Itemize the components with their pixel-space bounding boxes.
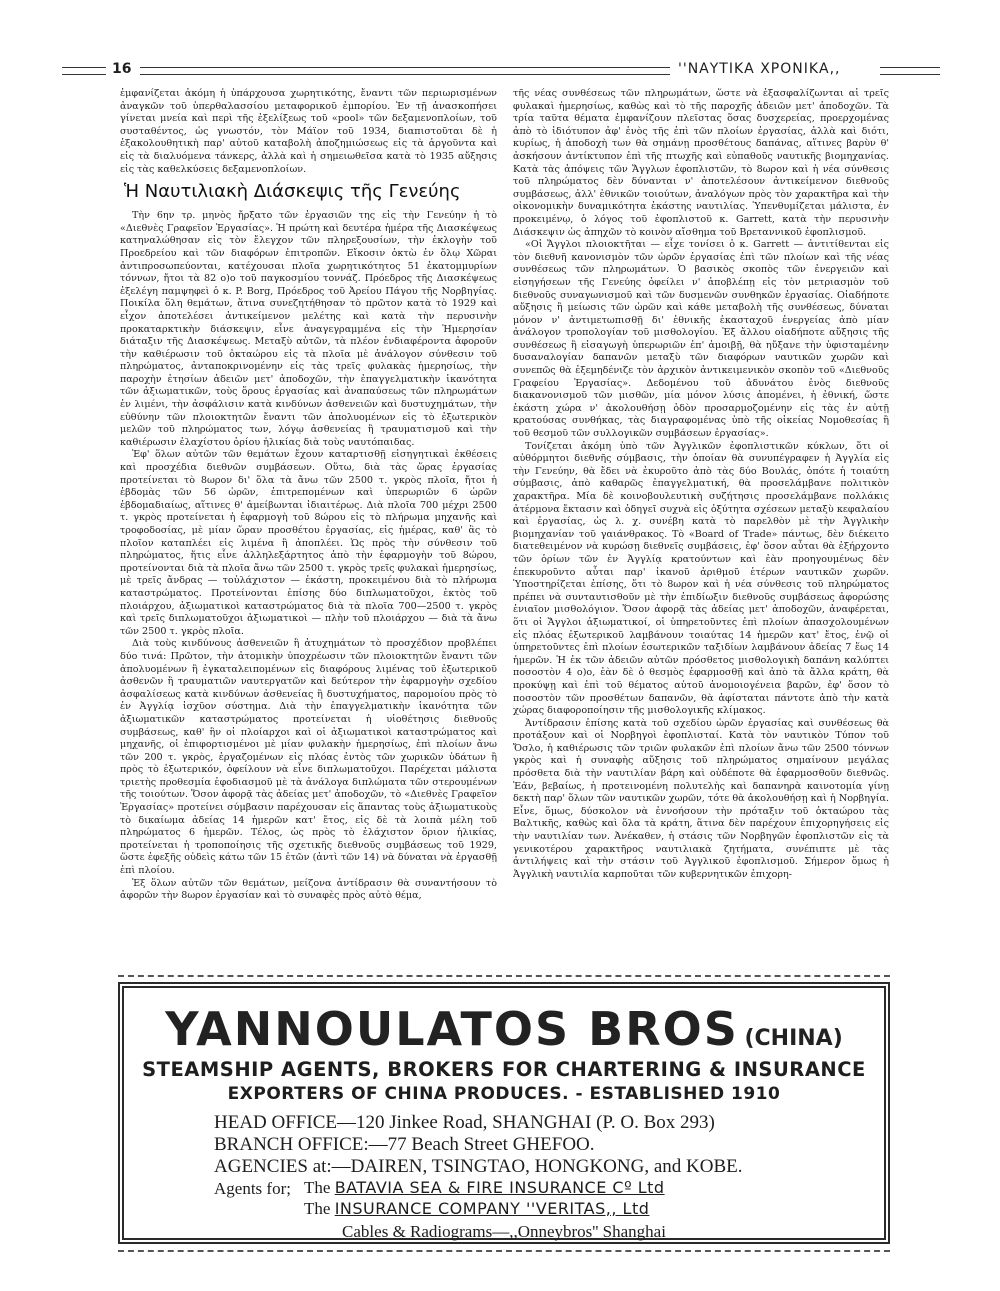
ad-head-office: HEAD OFFICE—120 Jinkee Road, SHANGHAI (P. O. Box 293) (214, 1112, 715, 1133)
running-title: ''ΝΑΥΤΙΚΑ ΧΡΟΝΙΚΑ,, (674, 61, 845, 77)
ad-cables: Cables & Radiograms—,,Onneybros'' Shanghai (342, 1222, 666, 1241)
ad-agent-1-article: The (304, 1178, 331, 1197)
ad-agents-for: Agents for; (214, 1179, 291, 1198)
ad-agencies: AGENCIES at:—DAIREN, TSINGTAO, HONGKONG, and KOBE. (214, 1156, 743, 1177)
page-header (62, 61, 940, 78)
page-number: 16 (108, 61, 135, 77)
paragraph: Τονίζεται ἀκόμη ὑπὸ τῶν Ἀγγλικῶν ἐφοπλιστικῶν κύκλων, ὅτι οἱ αὐθόρμητοι διεθνῆς σύμβασις, τὴν ὁποίαν θὰ συνυπέγραφεν ἡ Ἀγγλία εἰς τὴν Γενεύην, θὰ ἔδει νὰ ἐκυροῦτο ἀπὸ τὰς δύο Βουλάς, ὁπότε ἡ τοιαύτη σύμβασις, ἀπὸ καθαρῶς ἐπαγγελματική, θὰ προσελάμβανε πολιτικὸν χαρακτῆρα. Μία δὲ κοινοβουλευτικὴ συζήτησις προσελάμβανε πολλάκις ἀτέρμονα ἔκτασιν καὶ ὁδηγεῖ συχνὰ εἰς ὀξύτητα σχέσεων μεταξὺ κεφαλαίου καὶ ἐργασίας, ὡς λ. χ. συνέβη κατὰ τὸ παρελθὸν μὲ τὴν Ἀγγλικὴν βιομηχανίαν τοῦ γαιάνθρακος. Τὸ «Board of Trade» πάντως, δὲν διέκειτο διατεθειμένον νὰ κυρώσῃ διεθνεῖς συμβάσεις, ἐφ' ὅσον αὗται θὰ ἐξήρχοντο τῶν ὁρίων τῶν ἐν Ἀγγλίᾳ κρατούντων καὶ ἐὰν προηγουμένως δὲν ἐπεκυροῦντο αὗται παρ' ἱκανοῦ ἀριθμοῦ ἑτέρων ναυτικῶν χωρῶν. Ὑποστηρίζεται ἐπίσης, ὅτι τὸ 8ωρον καὶ ἡ νέα σύνθεσις τοῦ πληρώματος πρέπει νὰ συνταυτισθοῦν μὲ τὴν ἐπιδίωξιν διεθνοῦς συμβάσεως ἀφορώσης ἑνιαῖον μισθολόγιον. Ὅσον ἀφορᾷ τὰς ἀδείας μετ' ἀποδοχῶν, ἀναφέρεται, ὅτι οἱ Ἄγγλοι ἀξιωματικοί, οἱ ὑπηρετοῦντες ἐπὶ πλοίων ἀπασχολουμένων εἰς πλόας ἐξωτερικοῦ λαμβάνουν τοιαύτας 14 ἡμερῶν κατ' ἔτος, ἐνῷ οἱ ὑπηρετοῦντες ἐπὶ πλοίων ἐσωτερικῶν ταξιδίων λαμβάνουν ἀδείας 7 ἕως 14 ἡμερῶν. Ἡ ἐκ τῶν ἀδειῶν αὐτῶν πρόσθετος μισθολογικὴ δαπάνη καλύπτει ποσοστὸν 4 ο)ο, ἐὰν δὲ ὁ θεσμὸς ἐφαρμοσθῇ καὶ ἀπὸ τὰ ἄλλα κράτη, θὰ προκύψῃ καὶ ἐπὶ τοῦ θέματος αὐτοῦ ἀνομοιογένεια βαρῶν, ἐφ' ὅσον τὸ ποσοστὸν τῶν προσθέτων δαπανῶν, θὰ ἀφίσταται πάντοτε ἀπὸ τὴν κατὰ χώρας διαφοροποίησιν τῆς μισθολογικῆς κλίμακος. (513, 440, 889, 717)
ad-branch-office: BRANCH OFFICE:—77 Beach Street GHEFOO. (214, 1134, 595, 1155)
section-heading: Ἡ Ναυτιλιακὴ Διάσκεψις τῆς Γενεύης (124, 181, 461, 203)
paragraph: τῆς νέας συνθέσεως τῶν πληρωμάτων, ὥστε νὰ ἐξασφαλίζωνται αἱ τρεῖς φυλακαὶ ἡμερησίως, καθὼς καὶ τὸ τῆς παροχῆς ἀδειῶν μετ' ἀποδοχῶν. Τὰ τρία ταῦτα θέματα ἐμφανίζουν πλεῖστας ὅσας δυσχερείας, προερχομένας ἀπὸ τὸ ἰδιότυπον ἀφ' ἑνὸς τῆς ἐπὶ τῶν πλοίων ἐργασίας, ἀλλὰ καὶ διότι, κυρίως, ἡ ἀποδοχὴ των θὰ σημάνῃ προσθέτους δαπάνας, αἵτινες βαρὺν θ' ἀσκήσουν ἀντίκτυπον ἐπὶ τῆς πτωχῆς καὶ εὐπαθοῦς ναυτικῆς βιομηχανίας. Κατὰ τὰς ἀπόψεις τῶν Ἄγγλων ἐφοπλιστῶν, τὸ 8ωρον καὶ ἡ νέα σύνθεσις τοῦ πληρώματος δὲν δύνανται ν' ἀποτελέσουν ἀντικείμενον διεθνοῦς συμβάσεως, ἀλλ' ἐθνικῶν τοιούτων, ἀναλόγων πρὸς τὸν χαρακτῆρα καὶ τὴν οἰκονομικὴν δυναμικότητα ἑκάστης ναυτιλίας. Ὑπενθυμίζεται μάλιστα, ἐν προκειμένῳ, ὁ λόγος τοῦ ἐφοπλιστοῦ κ. Garrett, κατὰ τὴν περυσινὴν Διάσκεψιν ὡς ἀπηχῶν τὸ κοινὸν αἴσθημα τοῦ Βρεταννικοῦ ἐφοπλισμοῦ. (513, 88, 889, 238)
ad-agent-2 (304, 1199, 649, 1219)
paragraph: Διὰ τοὺς κινδύνους ἀσθενειῶν ἢ ἀτυχημάτων τὸ προσχέδιον προβλέπει δύο τινά: Πρῶτον, τὴν ἀτομικὴν ὑποχρέωσιν τῶν πλοιοκτητῶν ἔναντι τῶν ἀπολυομένων ἢ ἐγκαταλειπομένων εἰς διαφόρους λιμένας τοῦ ἐξωτερικοῦ ἀσθενῶν ἢ τραυματιῶν ναυτεργατῶν καὶ δεύτερον τὴν ἐφαρμογὴν σχεδίου ἀσφαλίσεως κατὰ κινδύνων ἀσθενείας ἢ δυστυχήματος, παρομοίου πρὸς τὸ ἐν Ἀγγλίᾳ ἰσχῦον σύστημα. Διὰ τὴν ἐπαγγελματικὴν ἱκανότητα τῶν ἀξιωματικῶν καταστρώματος προτείνεται ἡ υἱοθέτησις διεθνοῦς συμβάσεως, καθ' ἣν οἱ πλοίαρχοι καὶ οἱ ἀξιωματικοὶ καταστρώματος καὶ μηχανῆς, οἱ ἐπιφορτισμένοι μὲ μίαν φυλακὴν ἡμερησίως, ἐπὶ πλοίων ἄνω τῶν 200 τ. γκρὸς, ἐργαζομένων εἰς πλόας ἐντὸς τῶν χωρικῶν ὑδάτων ἢ πρὸς τὸ ἐξωτερικόν, ὀφείλουν νὰ εἶνε διπλωματοῦχοι. Παρέχεται μάλιστα τριετὴς προθεσμία ἐφοδιασμοῦ μὲ τὰ ἀνάλογα διπλώματα τῶν στερουμένων τῆς τοιούτων. Ὅσον ἀφορᾷ τὰς ἀδείας μετ' ἀποδοχῶν, τὸ «Διεθνὲς Γραφεῖον Ἐργασίας» προτείνει σύμβασιν παρέχουσαν εἰς ἅπαντας τοὺς ἀξιωματικοὺς τὸ δικαίωμα ἀδείας 14 ἡμερῶν κατ' ἔτος, εἰς δὲ τὰ λοιπὰ μέλη τοῦ πληρώματος 6 ἡμερῶν. Τέλος, ὡς πρὸς τὸ ἐλάχιστον ὅριον ἡλικίας, προτείνεται ἡ τροποποίησις τῆς σχετικῆς διεθνοῦς συμβάσεως τοῦ 1929, ὥστε ἐφεξῆς οὐδεὶς κάτω τῶν 15 ἐτῶν (ἀντὶ τῶν 14) νὰ δύναται νὰ ἐργασθῇ ἐπὶ πλοίου. (120, 638, 497, 877)
paragraph: Τὴν 6ην τρ. μηνὸς ἤρξατο τῶν ἐργασιῶν της εἰς τὴν Γενεύην ἡ τὸ «Διεθνὲς Γραφεῖον Ἐργασίας». Ἡ πρώτη καὶ δευτέρα ἡμέρα τῆς Διασκέψεως κατηναλώθησαν εἰς τὸν ἔλεγχον τῶν πληρεξουσίων, τὴν ἐκλογὴν τοῦ Προεδρείου καὶ τῶν διαφόρων ἐπιτροπῶν. Εἴκοσιν ὀκτὼ ἐν ὅλῳ Χῶραι ἀντιπροσωπεύονται, κατέχουσαι πλοῖα χωρητικότητος 51 ἑκατομμυρίων τόννων, ἤτοι τὰ 82 ο)ο τοῦ παγκοσμίου τοννάζ. Πρόεδρος τῆς Διασκέψεως ἐξελέγη παμψηφεὶ ὁ κ. P. Borg, Πρόεδρος τοῦ Ἀρείου Πάγου τῆς Νορβηγίας. Ποικίλα ὅλη θεμάτων, ἅτινα συνεζητήθησαν τὸ πρῶτον κατὰ τὸ 1929 καὶ εἶχον ἀποτελέσει ἀντικείμενον μελέτης καὶ κατὰ τὴν περυσινὴν προκαταρκτικὴν διάσκεψιν, εἶνε ἀναγεγραμμένα εἰς τὴν Ἡμερησίαν διάταξιν τῆς Διασκέψεως. Μεταξὺ αὐτῶν, τὰ πλέον ἐνδιαφέροντα ἀφοροῦν τὴν καθιέρωσιν τοῦ ὀκταώρου εἰς τὰ πλοῖα μὲ ἀνάλογον σύνθεσιν τοῦ πληρώματος, ἀνταποκρινομένην εἰς τὰς τρεῖς φυλακὰς ἡμερησίως, τὴν παροχὴν ἐτησίων ἀδειῶν μετ' ἀποδοχῶν, τὴν ἐπαγγελματικὴν ἱκανότητα τῶν ἀξιωματικῶν, τοὺς ὅρους ἐργασίας καὶ ἀναπαύσεως τῶν πληρωμάτων ἐν λιμένι, τὴν ἀσφάλισιν κατὰ κινδύνων ἀσθενειῶν καὶ δυστυχημάτων, τὴν εὐθύνην τῶν πλοιοκτητῶν ἔναντι τῶν ἀπολυομένων εἰς τὸ ἐξωτερικὸν μελῶν τοῦ πληρώματος των, λόγῳ ἀσθενείας ἢ τραυματισμοῦ καὶ τὴν καθιέρωσιν ἐλαχίστου ὁρίου ἡλικίας διὰ τοὺς ναυτόπαιδας. (120, 210, 497, 448)
paragraph: «Οἱ Ἄγγλοι πλοιοκτῆται — εἶχε τονίσει ὁ κ. Garrett — ἀντιτίθενται εἰς τὸν διεθνῆ κανονισμὸν τῶν ὡρῶν ἐργασίας ἐπὶ τῶν πλοίων καὶ τῆς νέας συνθέσεως τῶν πληρωμάτων. Ὁ βασικὸς σκοπὸς τῶν ἐνεργειῶν καὶ εἰσηγήσεων τῆς Γενεύης ὀφείλει ν' ἀποβλέπῃ εἰς τὸν μετριασμὸν τοῦ διεθνοῦς συναγωνισμοῦ καὶ τῶν δυσμενῶν συνθηκῶν ἐργασίας. Οἱαδήποτε αὔξησις ἢ μείωσις τῶν ὡρῶν καὶ κάθε μεταβολὴ τῆς συνθέσεως, δύναται μόνον ν' ἀντιμετωπισθῇ δι' ἐθνικῆς ἑκασταχοῦ ἐνεργείας ἀπὸ μίαν ἀνάλογον τροπολογίαν τοῦ μισθολογίου. Ἐξ ἄλλου οἱαδήποτε αὔξησις τῆς συνθέσεως ἢ εἰσαγωγὴ ὑπερωριῶν ἐπ' ἀμοιβῇ, θὰ ηὔξανε τὴν ὑφισταμένην δυσαναλογίαν δαπανῶν μεταξὺ τῶν διαφόρων ναυτικῶν χωρῶν καὶ συνεπῶς θὰ ἐξεμηδένιζε τὸν ἀρχικὸν ἀντικειμενικὸν σκοπὸν τοῦ «Διεθνοῦς Γραφείου Ἐργασίας». Δεδομένου τοῦ ἀδυνάτου ἑνὸς διεθνοῦς διακανονισμοῦ τῶν μισθῶν, μία μόνον λύσις ἀπομένει, ἡ ἐθνική, ὥστε ἑκάστη χώρα ν' ἀκολουθήσῃ ὁδὸν προσαρμοζομένην εἰς τὰς ἐν αὐτῇ κρατούσας συνθήκας, τὰς διαγραφομένας ὑπὸ τῆς οἰκείας Νομοθεσίας ἢ τοῦ θεσμοῦ τῶν συλλογικῶν συμβάσεων ἐργασίας». (513, 239, 889, 440)
advertisement (118, 982, 890, 1244)
paragraph: Ἐφ' ὅλων αὐτῶν τῶν θεμάτων ἔχουν καταρτισθῇ εἰσηγητικαὶ ἐκθέσεις καὶ προσχέδια διεθνῶν συμβάσεων. Οὕτω, διὰ τὰς ὥρας ἐργασίας προτείνεται τὸ 8ωρον δι' ὅλα τὰ ἄνω τῶν 2500 τ. γκρὸς πλοῖα, ἤτοι ἡ ἑβδομὰς τῶν 56 ὡρῶν, ἐπιτρεπομένων καὶ ὑπερωριῶν 6 ὡρῶν ἑβδομαδιαίως, αἵτινες θ' ἀμείβωνται ἰδιαιτέρως. Διὰ πλοῖα 700 μέχρι 2500 τ. γκρὸς προτείνεται ἡ ἐφαρμογὴ τοῦ 8ώρου εἰς τὸ πλήρωμα μηχανῆς καὶ τροφοδοσίας, μὲ μίαν ὥραν προσθέτου ἐργασίας, εἰς ἡμέρας, καθ' ἃς τὸ πλοῖον καταπλέει εἰς λιμένα ἢ ἀποπλέει. Ὡς πρὸς τὴν σύνθεσιν τοῦ πληρώματος, ἥτις εἶνε ἀλληλεξάρτητος ἀπὸ τὴν ἐφαρμογὴν τοῦ 8ώρου, προτείνονται διὰ τὰ πλοῖα ἄνω τῶν 2500 τ. γκρὸς τρεῖς φυλακαὶ ἡμερησίως, μὲ τρεῖς ἄνδρας — τοὐλάχιστον — ἑκάστη, προκειμένου διὰ τὸ πλήρωμα καταστρώματος. Προτείνονται ἐπίσης δύο διπλωματοῦχοι, ἐκτὸς τοῦ πλοιάρχου, ἀξιωματικοὶ καταστρώματος διὰ τὰ πλοῖα 700—2500 τ. γκρὸς καὶ τρεῖς διπλωματοῦχοι ἀξιωματικοὶ — πλὴν τοῦ πλοιάρχου — διὰ τὰ ἄνω τῶν 2500 τ. γκρὸς πλοῖα. (120, 449, 497, 637)
ad-exports: EXPORTERS OF CHINA PRODUCES. - ESTABLISHED 1910 (227, 1084, 781, 1104)
paragraph: Ἐξ ὅλων αὐτῶν τῶν θεμάτων, μείζονα ἀντίδρασιν θὰ συναντήσουν τὸ ἀφορῶν τὴν 8ωρον ἐργασίαν καὶ τὸ συναφὲς πρὸς αὐτὸ θέμα, (120, 877, 497, 902)
paragraph: ἐμφανίζεται ἀκόμη ἡ ὑπάρχουσα χωρητικότης, ἔναντι τῶν περιωρισμένων ἀναγκῶν τοῦ ὑπερθαλασσίου μεταφορικοῦ ἐμπορίου. Ἐν τῇ ἀνασκοπήσει γίνεται μνεία καὶ περὶ τῆς ἐξελίξεως τοῦ «pool» τῶν δεξαμενοπλοίων, τοῦ συσταθέντος, ὡς γνωστόν, τὸν Μάϊον τοῦ 1934, διαπιστοῦται δὲ ἡ ἐξακολουθητικὴ παρ' αὐτοῦ καταβολὴ ἀποζημιώσεως εἰς τὰ ἀργοῦντα καὶ εἰς τὰ διαλυόμενα τάνκερς, ἀλλὰ καὶ ἡ σημειωθεῖσα κατὰ τὸ 1935 αὔξησις εἰς τὰς καθελκύσεις δεξαμενοπλοίων. (120, 88, 497, 175)
ad-company: YANNOULATOS BROS (165, 1002, 739, 1056)
ad-company-suffix: (CHINA) (744, 1026, 843, 1051)
header-rule-left (62, 67, 106, 75)
ad-agent-2-name: INSURANCE COMPANY ''VERITAS,, Ltd (334, 1199, 650, 1218)
header-rule-middle (140, 67, 670, 75)
ad-company-name (124, 1002, 884, 1056)
header-rule-right (880, 67, 940, 75)
ad-agent-1 (304, 1178, 665, 1198)
ad-services: STEAMSHIP AGENTS, BROKERS FOR CHARTERING & INSURANCE (142, 1058, 866, 1081)
ad-border-top-dashes (118, 975, 890, 977)
ad-agent-1-name: BATAVIA SEA & FIRE INSURANCE Cº Ltd (334, 1178, 665, 1197)
right-column (513, 88, 889, 970)
paragraph: Ἀντίδρασιν ἐπίσης κατὰ τοῦ σχεδίου ὡρῶν ἐργασίας καὶ συνθέσεως θὰ προτάξουν καὶ οἱ Νορβηγοὶ ἐφοπλισταί. Κατὰ τὸν ναυτικὸν Τύπον τοῦ Ὄσλο, ἡ καθιέρωσις τῶν τριῶν φυλακῶν ἐπὶ πλοίων ἄνω τῶν 2500 τόννων γκρὸς καὶ ἡ συναφὴς αὔξησις τοῦ πληρώματος σημαίνουν μεγάλας πρόσθετα διὰ τὴν ναυτιλίαν βάρη καὶ οὐδέποτε θὰ ἐφαρμοσθοῦν διεθνῶς. Ἐάν, βεβαίως, ἡ προτεινομένη πολυτελὴς καὶ δαπανηρὰ καινοτομία γίνῃ δεκτὴ παρ' ὅλων τῶν ναυτικῶν χωρῶν, τότε θὰ ἀκολουθήσῃ καὶ ἡ Νορβηγία. Εἶνε, ὅμως, δύσκολον νὰ ἐννοήσουν τὴν πρόταξιν τοῦ ὀκταώρου τὰς Βαλτικῆς, καθὼς καὶ ὅλα τὰ κράτη, ἅτινα δὲν παρέχουν ἐπιχορηγήσεις εἰς τὴν ναυτιλίαν των. Ἀνέκαθεν, ἡ στάσις τῶν Νορβηγῶν ἐφοπλιστῶν εἰς τὰ γενικοτέρου χαρακτῆρος ναυτιλιακὰ ζητήματα, συνέπιπτε μὲ τὰς ἀντιλήψεις καὶ τὴν στάσιν τοῦ Ἀγγλικοῦ ἐφοπλισμοῦ. Σήμερον ὅμως ἡ Ἀγγλικὴ ναυτιλία καρποῦται τῶν κυβερνητικῶν ἐπιχορη- (513, 717, 889, 880)
left-column (120, 88, 497, 970)
ad-agent-2-article: The (304, 1199, 331, 1218)
ad-border-bottom-dashes (118, 1250, 890, 1252)
